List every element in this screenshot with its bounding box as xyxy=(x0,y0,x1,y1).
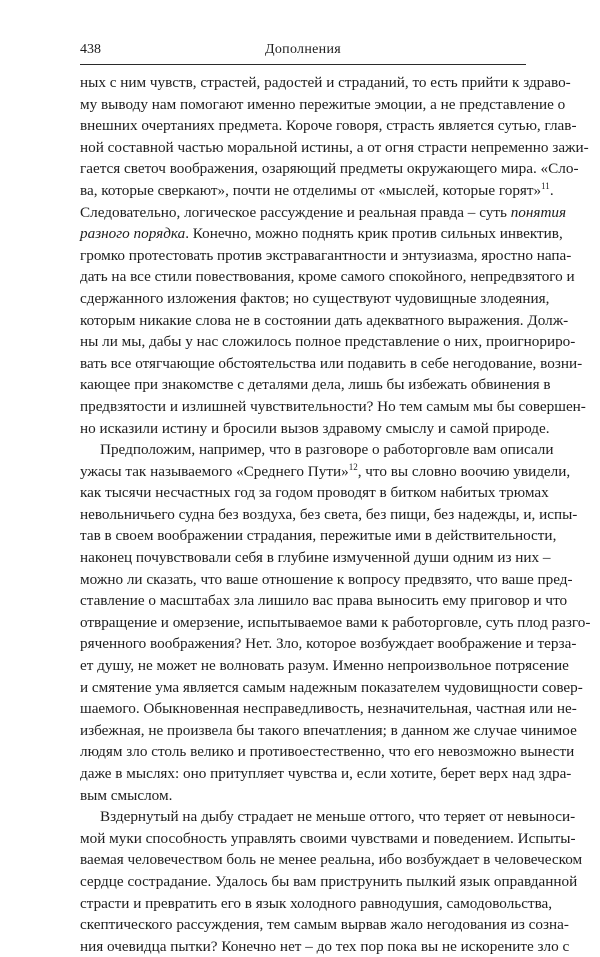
text-run: наконец почувствовали себя в глубине измученной души одним из них – xyxy=(80,549,551,567)
text-line xyxy=(80,849,583,871)
text-run: ряченного воображения? Нет. Зло, которое возбуждает воображение и терза- xyxy=(80,635,577,653)
text-run: невольничьего судна без воздуха, без света, без пищи, без надежды, и, испы- xyxy=(80,505,578,523)
text-run: людям зло столь велико и противоестественно, что его невозможно вынести xyxy=(80,743,575,761)
text-run: внешних очертаниях предмета. Короче говоря, страсть является сутью, глав- xyxy=(80,117,577,135)
text-line xyxy=(80,374,551,396)
text-run: предвзятости и излишней чувствительности? Но тем самым мы бы совершен- xyxy=(80,397,586,415)
text-run: Вздернутый на дыбу страдает не меньше оттого, что теряет от невыноси- xyxy=(100,808,576,826)
text-run: му выводу нам помогают именно пережитые эмоции, а не представление о xyxy=(80,95,566,113)
text-line xyxy=(80,94,566,116)
text-line xyxy=(80,115,577,137)
text-run: вать все отягчающие обстоятельства или подавить в себе негодование, возни- xyxy=(80,354,583,372)
text-run: страсти и превратить его в язык холодного равнодушия, самодовольства, xyxy=(80,894,553,912)
text-run: гается светоч воображения, озаряющий предметы окружающего мира. «Сло- xyxy=(80,160,579,178)
text-line xyxy=(80,914,569,936)
text-line xyxy=(80,461,571,483)
text-line xyxy=(80,418,550,440)
footnote-ref: 11 xyxy=(541,180,550,191)
text-line xyxy=(80,806,576,828)
text-line xyxy=(80,310,569,332)
italic-term: разного порядка xyxy=(80,225,186,243)
text-line xyxy=(80,698,577,720)
text-run: ной составной частью моральной истины, а от огня страсти непременно зажи- xyxy=(80,138,589,156)
italic-term: понятия xyxy=(510,203,567,221)
text-run: ва, которые сверкают», почти не отделимы от «мыслей, которые горят» xyxy=(80,181,542,199)
text-line xyxy=(80,612,591,634)
text-run: ваемая человечеством боль не менее реальна, ибо возбуждает в человеческом xyxy=(80,851,583,869)
page-number: 438 xyxy=(80,42,101,57)
text-run: мой муки способность управлять своими чувствами и поведением. Испыты- xyxy=(80,829,576,847)
text-line xyxy=(80,202,567,224)
text-run: даже в мыслях: оно притупляет чувства и, если хотите, берет верх над здра- xyxy=(80,765,572,782)
body-text xyxy=(80,72,591,957)
text-line xyxy=(80,223,563,245)
text-run: как тысячи несчастных год за годом проводят в битком набитых трюмах xyxy=(80,484,549,502)
text-line xyxy=(80,828,576,850)
header-rule xyxy=(80,64,526,65)
text-run: ния очевидца пытки? Конечно нет – до тех пор пока вы не искорените зло с xyxy=(80,937,570,955)
text-line xyxy=(80,180,554,202)
text-line xyxy=(80,893,553,915)
text-line xyxy=(80,288,550,310)
text-run: , что вы словно воочию увидели, xyxy=(357,462,571,480)
text-line xyxy=(80,569,573,591)
text-run: и смятение ума является самым надежным показателем чудовищности совер- xyxy=(80,678,583,696)
text-line xyxy=(80,741,575,763)
text-run: скептического рассуждения, тем самым вырвав жало негодования из созна- xyxy=(80,916,569,934)
text-line xyxy=(80,677,583,699)
text-run: отвращение и омерзение, испытываемое вами к работорговле, суть плод разго- xyxy=(80,613,591,631)
text-run: но исказили истину и бросили вызов здравому смыслу и самой природе. xyxy=(80,419,550,437)
text-line xyxy=(80,871,578,893)
text-line xyxy=(80,633,577,655)
text-line xyxy=(80,396,586,418)
text-run: сдержанного изложения фактов; но существуют чудовищные злодеяния, xyxy=(80,289,550,307)
text-run: ет душу, не может не волновать разум. Именно непроизвольное потрясение xyxy=(80,657,569,675)
text-run: ны ли мы, дабы у нас сложилось полное представление о них, проигнориро- xyxy=(80,333,576,351)
text-line xyxy=(80,785,526,807)
text-run: Следовательно, логическое рассуждение и реальная правда – суть xyxy=(80,203,511,221)
text-line xyxy=(80,590,568,612)
text-line xyxy=(80,547,551,569)
text-run: избежная, не произвела бы такого впечатления; в данном же случае чинимое xyxy=(80,721,577,739)
text-line xyxy=(80,482,549,504)
text-line xyxy=(80,936,570,957)
text-run: шаемого. Обыкновенная несправедливость, незначительная, частная или не- xyxy=(80,700,577,718)
text-run: . xyxy=(549,181,554,199)
text-run: которым никакие слова не в состоянии дать адекватного выражения. Долж- xyxy=(80,311,569,329)
text-run: ных с ним чувств, страстей, радостей и страданий, то есть прийти к здраво- xyxy=(80,74,571,91)
text-line xyxy=(80,245,572,267)
text-run: тав в своем воображении страдания, пережитые ими в действительности, xyxy=(80,527,557,545)
text-run: кающее при знакомстве с деталями дела, лишь бы избежать обвинения в xyxy=(80,376,551,394)
text-line xyxy=(80,331,576,353)
text-run: Предположим, например, что в разговоре о работорговле вам описали xyxy=(100,441,554,459)
text-line xyxy=(80,158,579,180)
text-run: ставление о масштабах зла лишило вас права выносить ему приговор и что xyxy=(80,592,568,610)
running-header xyxy=(80,42,526,62)
text-line xyxy=(80,504,578,526)
text-run: можно ли сказать, что ваше отношение к вопросу предвзято, что ваше пред- xyxy=(80,570,573,588)
text-line xyxy=(80,266,575,288)
text-run: громко протестовать против экстравагантности и энтузиазма, яростно напа- xyxy=(80,246,572,264)
text-line xyxy=(80,525,557,547)
text-line xyxy=(80,655,569,677)
text-line xyxy=(80,763,572,785)
text-run: . Конечно, можно поднять крик против сильных инвектив, xyxy=(185,225,563,243)
text-line xyxy=(80,72,571,94)
text-line xyxy=(80,720,577,742)
text-run: дать на все стили повествования, кроме самого спокойного, непредвзятого и xyxy=(80,268,575,286)
text-line xyxy=(80,137,589,159)
text-run: ужасы так называемого «Среднего Пути» xyxy=(80,462,349,480)
text-run: вым смыслом. xyxy=(80,786,173,804)
running-head-title: Дополнения xyxy=(265,42,341,57)
text-line xyxy=(80,439,554,461)
text-run: сердце сострадание. Удалось бы вам приструнить пылкий язык оправданной xyxy=(80,872,578,890)
footnote-ref: 12 xyxy=(348,461,358,472)
text-line xyxy=(80,353,583,375)
